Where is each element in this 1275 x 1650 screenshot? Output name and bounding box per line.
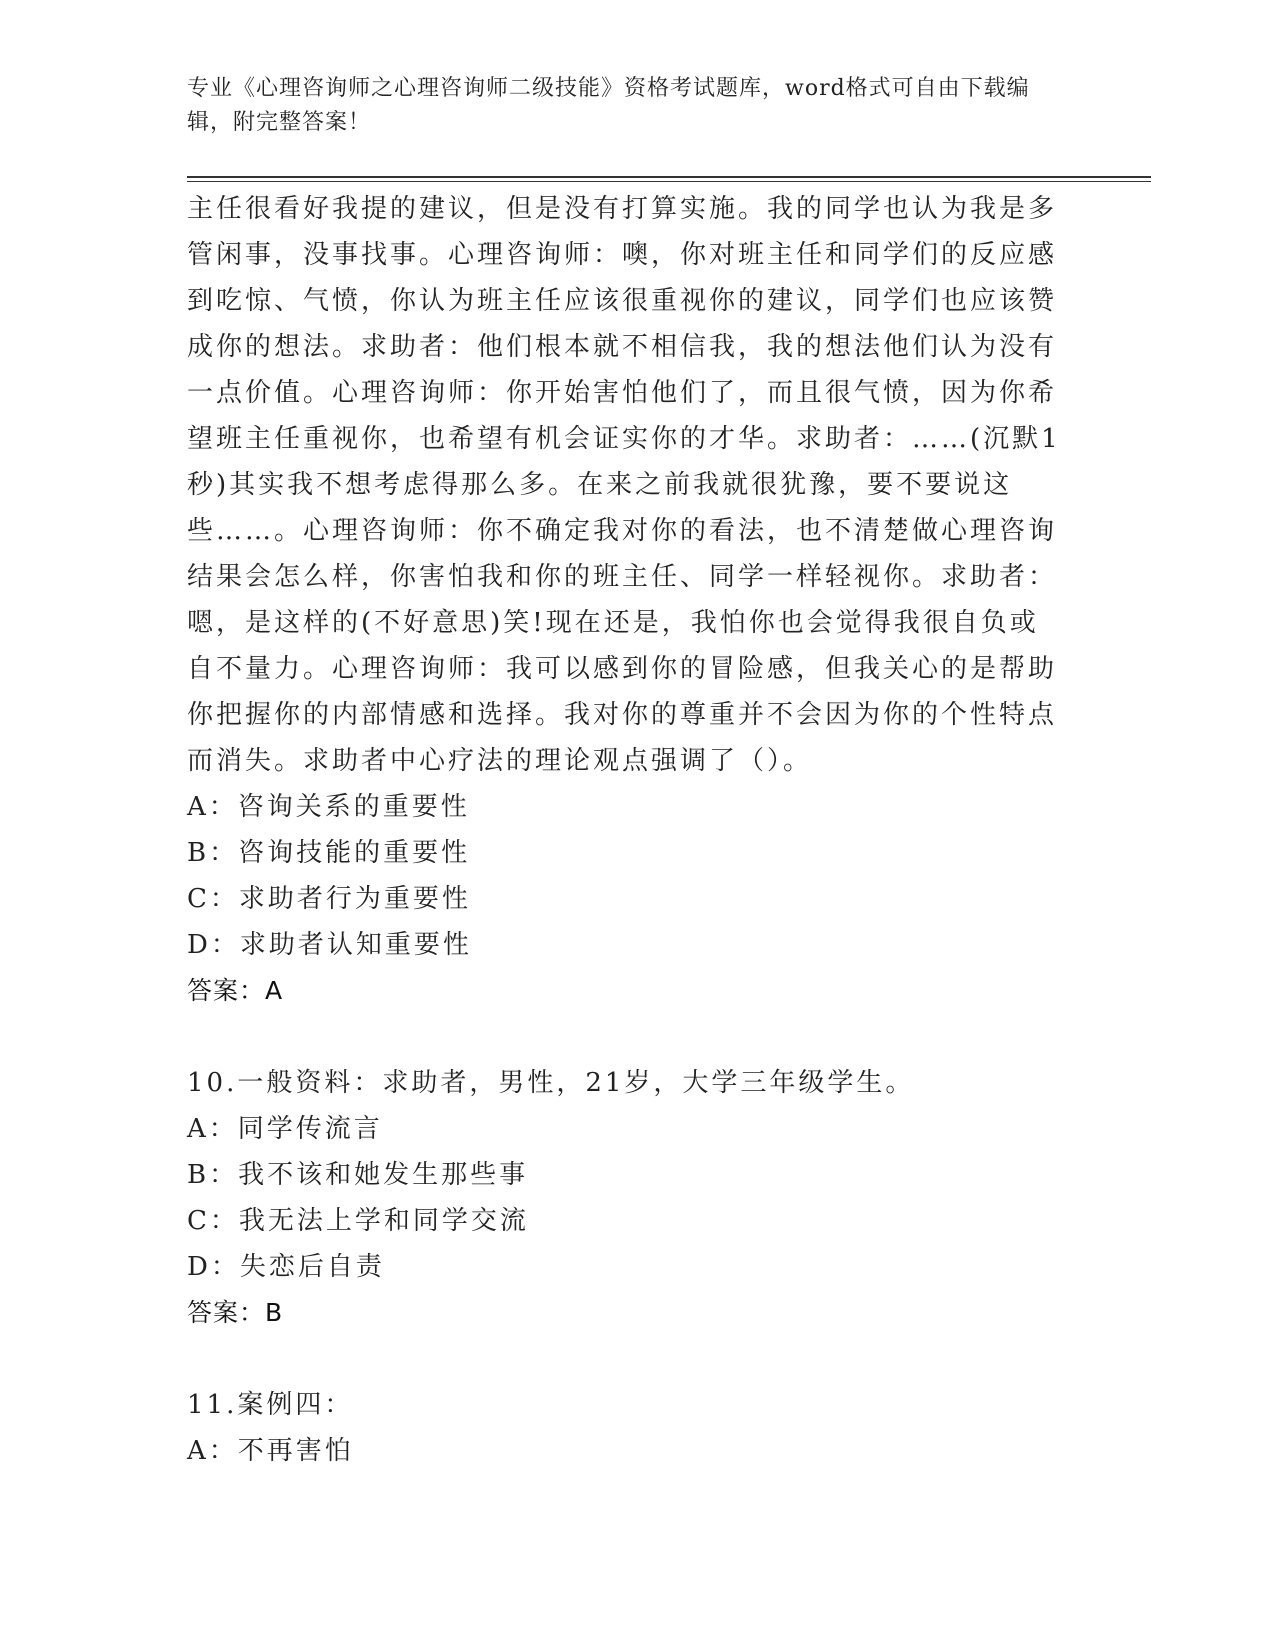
document-header: 专业《心理咨询师之心理咨询师二级技能》资格考试题库，word格式可自由下载编辑，附完整答案！ <box>187 76 1030 135</box>
document-body <box>187 186 1067 1474</box>
option-a: A：同学传流言 <box>187 1114 383 1144</box>
option-c: C：我无法上学和同学交流 <box>187 1206 529 1236</box>
header-divider-thick <box>187 176 1151 178</box>
option-d: D：求助者认知重要性 <box>187 930 472 960</box>
question-10 <box>187 1060 1067 1336</box>
answer: 答案：A <box>187 976 284 1005</box>
question-text: 主任很看好我提的建议，但是没有打算实施。我的同学也认为我是多管闲事，没事找事。心理咨询师：噢，你对班主任和同学们的反应感到吃惊、气愤，你认为班主任应该很重视你的建议，同学们也应该赞成你的想法。求助者：他们根本就不相信我，我的想法他们认为没有一点价值。心理咨询师：你开始害怕他们了，而且很气愤，因为你希望班主任重视你，也希望有机会证实你的才华。求助者：……(沉默1秒)其实我不想考虑得那么多。在来之前我就很犹豫，要不要说这些……。心理咨询师：你不确定我对你的看法，也不清楚做心理咨询结果会怎么样，你害怕我和你的班主任、同学一样轻视你。求助者：嗯，是这样的(不好意思)笑!现在还是，我怕你也会觉得我很自负或自不量力。心理咨询师：我可以感到你的冒险感，但我关心的是帮助你把握你的内部情感和选择。我对你的尊重并不会因为你的个性特点而消失。求助者中心疗法的理论观点强调了（）。 <box>187 194 1061 776</box>
header-divider-thin <box>187 181 1151 182</box>
question-text: 11.案例四： <box>187 1390 354 1420</box>
spacer <box>187 1014 1067 1060</box>
question-9 <box>187 186 1067 1014</box>
option-a: A：咨询关系的重要性 <box>187 792 470 822</box>
answer: 答案：B <box>187 1298 284 1327</box>
option-a: A：不再害怕 <box>187 1436 354 1466</box>
spacer <box>187 1336 1067 1382</box>
option-b: B：我不该和她发生那些事 <box>187 1160 529 1190</box>
option-d: D：失恋后自责 <box>187 1252 385 1282</box>
question-11 <box>187 1382 1067 1474</box>
option-c: C：求助者行为重要性 <box>187 884 471 914</box>
question-text: 10.一般资料：求助者，男性，21岁，大学三年级学生。 <box>187 1068 915 1098</box>
option-b: B：咨询技能的重要性 <box>187 838 471 868</box>
